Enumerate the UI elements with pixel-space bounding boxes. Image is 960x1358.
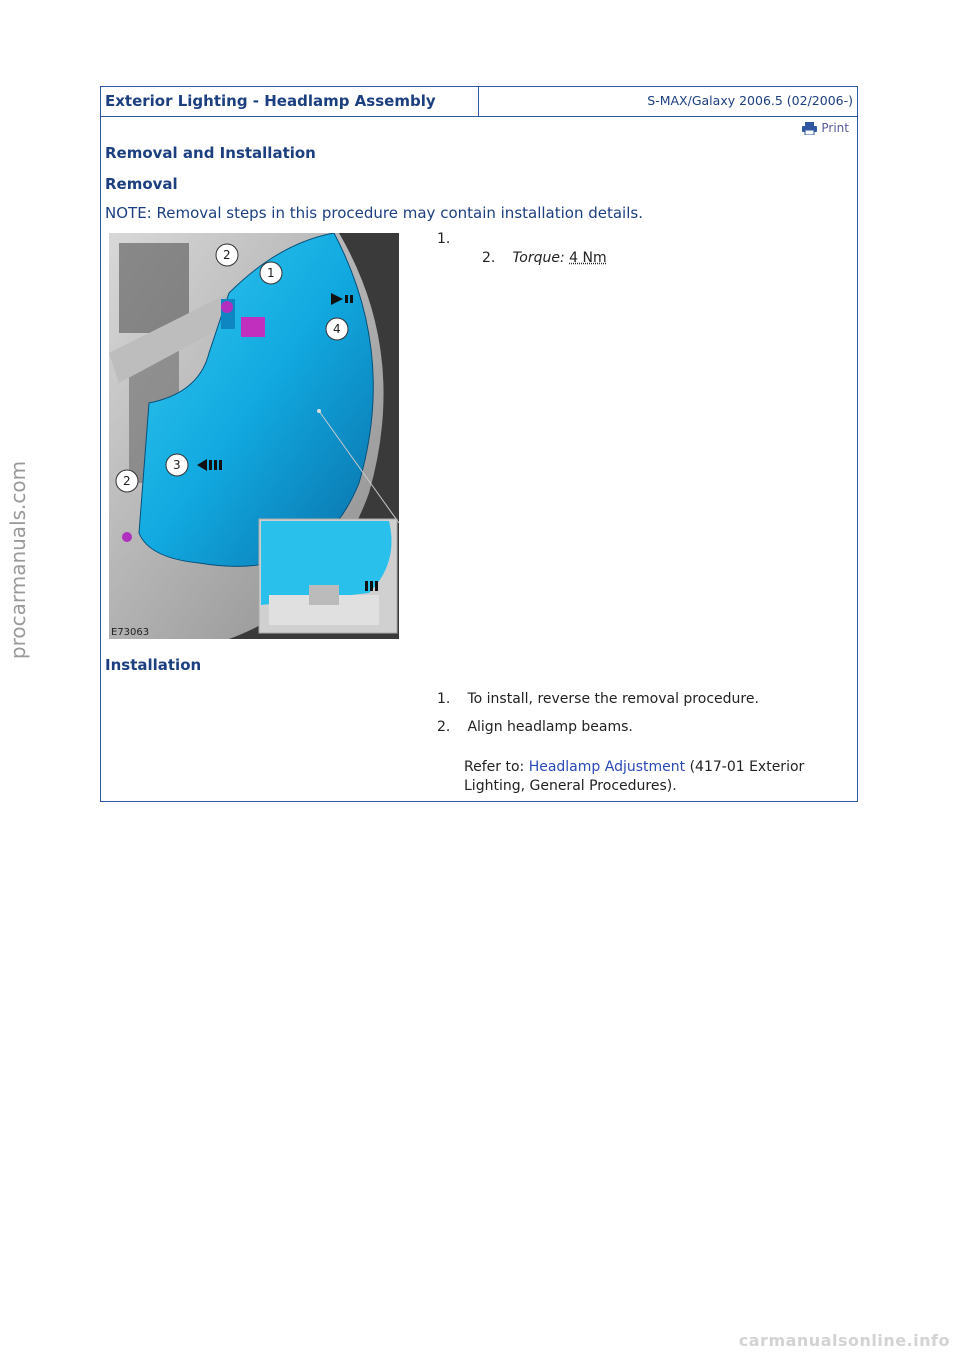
removal-note: NOTE: Removal steps in this procedure may contain installation details. [105, 204, 643, 222]
side-watermark: procarmanuals.com [6, 460, 30, 660]
printer-icon [802, 122, 817, 135]
installation-step-2 [437, 719, 633, 735]
callout-2-top: 2 [223, 248, 231, 262]
step-number: 1. [437, 691, 451, 707]
callout-1: 1 [267, 266, 275, 280]
refer-to [464, 758, 854, 796]
callout-3: 3 [173, 458, 181, 472]
headlamp-adjustment-link[interactable]: Headlamp Adjustment [528, 759, 686, 775]
step-number: 2. [482, 250, 496, 266]
print-button[interactable] [802, 121, 849, 135]
header-bar [101, 87, 857, 117]
figure-code: E73063 [111, 627, 150, 638]
document-frame [100, 86, 858, 802]
callout-2-bottom: 2 [123, 474, 131, 488]
removal-step-1 [437, 231, 463, 247]
torque-label: Torque: [512, 250, 565, 266]
refer-prefix: Refer to: [464, 759, 525, 775]
print-label: Print [821, 121, 849, 135]
step-text: To install, reverse the removal procedure. [467, 691, 759, 707]
removal-heading: Removal [105, 175, 178, 193]
step-number: 1. [437, 231, 451, 247]
callout-4: 4 [333, 322, 341, 336]
model-range: S-MAX/Galaxy 2006.5 (02/2006-) [647, 93, 853, 108]
bottom-watermark: carmanualsonline.info [738, 1331, 950, 1350]
refer-suffix: (417-01 Exterior Lighting, General Procedures). [464, 759, 805, 794]
page-title: Exterior Lighting - Headlamp Assembly [101, 87, 479, 116]
torque-value: 4 Nm [569, 250, 607, 266]
headlamp-illustration [109, 233, 399, 639]
section-title: Removal and Installation [105, 144, 316, 162]
removal-step-2 [482, 250, 607, 266]
headlamp-drawing [109, 233, 399, 639]
installation-step-1 [437, 691, 759, 707]
step-text: Align headlamp beams. [467, 719, 633, 735]
installation-heading: Installation [105, 656, 202, 674]
step-number: 2. [437, 719, 451, 735]
